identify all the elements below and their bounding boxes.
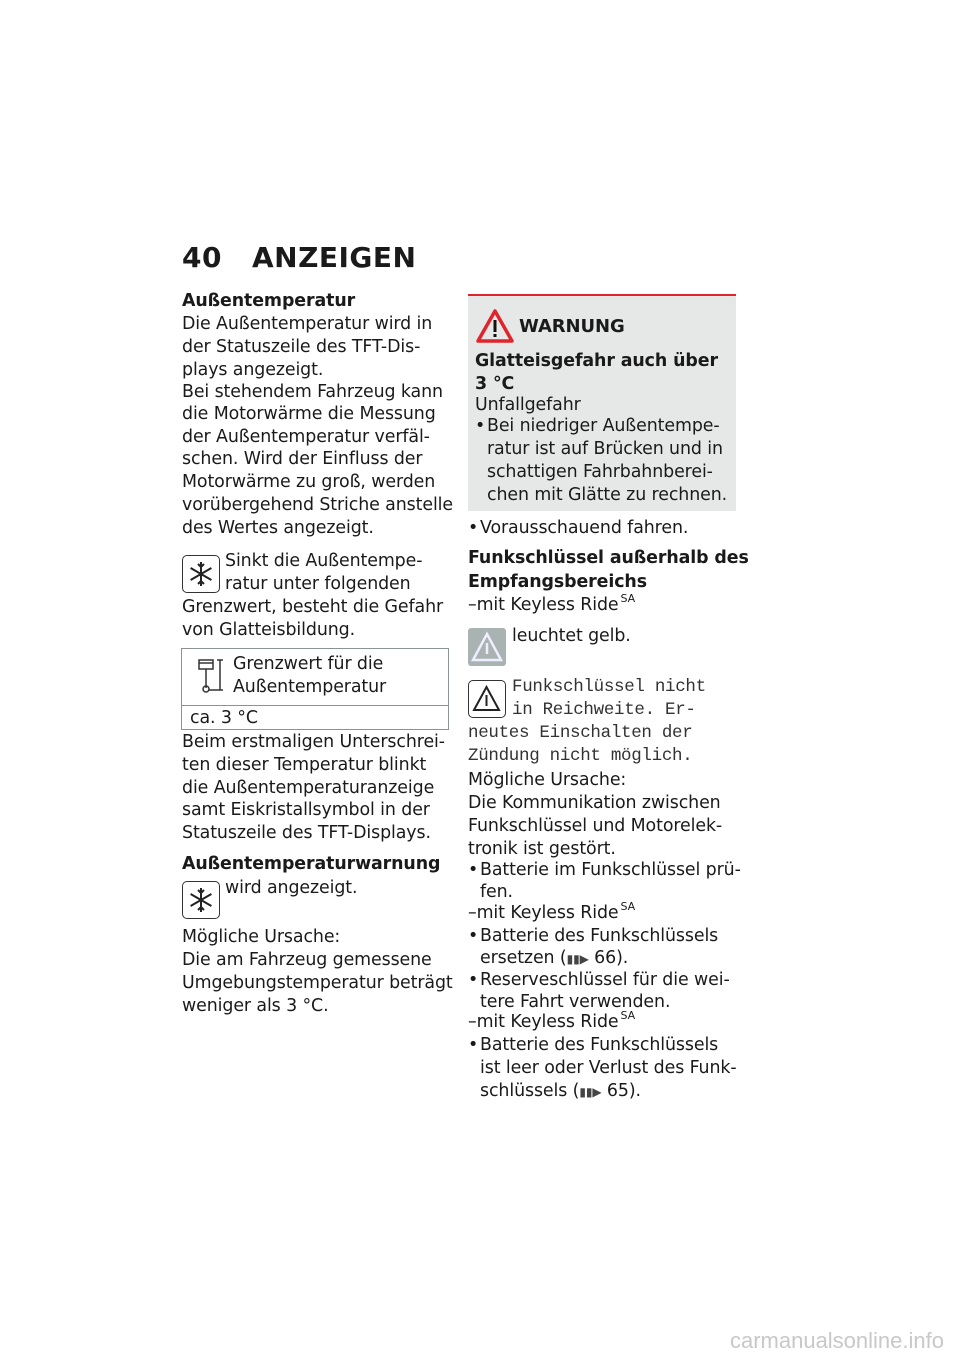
table-divider <box>182 705 448 706</box>
bullet-dot: • <box>468 1035 479 1055</box>
snowflake-icon <box>182 881 220 919</box>
text-line: Die am Fahrzeug gemessene <box>182 950 432 970</box>
keyless-text: –mit Keyless Ride <box>468 595 619 615</box>
display-message: Funkschlüssel nicht <box>512 677 706 697</box>
text-line: Die Außentemperatur wird in <box>182 314 433 334</box>
text-line: vorübergehend Striche anstelle <box>182 495 454 515</box>
limit-table <box>181 648 449 730</box>
text-line: Mögliche Ursache: <box>182 927 341 947</box>
text-line: fen. <box>480 882 513 902</box>
page-ref-link[interactable]: 65). <box>606 1081 641 1101</box>
sa-badge: SA <box>620 900 635 913</box>
keyless-condition <box>468 902 635 924</box>
page-ref-arrow-icon: ▮▮▶ <box>579 1085 602 1099</box>
bullet-dot: • <box>468 518 479 538</box>
display-message: Zündung nicht möglich. <box>468 746 693 766</box>
text-line: die Motorwärme die Messung <box>182 404 436 424</box>
keyless-text: –mit Keyless Ride <box>468 903 619 923</box>
text-line: Funkschlüssel und Motorelek- <box>468 816 723 836</box>
piston-icon <box>197 658 225 698</box>
text-line: schen. Wird der Einfluss der <box>182 449 423 469</box>
section-heading: Außentemperatur <box>182 291 356 311</box>
warning-subtitle: Unfallgefahr <box>475 395 581 415</box>
text-line: ten dieser Temperatur blinkt <box>182 755 427 775</box>
text-line <box>480 1080 641 1102</box>
text-line: Batterie im Funkschlüssel prü- <box>480 860 741 880</box>
text-line: Vorausschauend fahren. <box>480 518 689 538</box>
text-line: Batterie des Funkschlüssels <box>480 1035 719 1055</box>
text-part: ersetzen ( <box>480 948 567 968</box>
warning-title: 3 °C <box>475 374 515 394</box>
bullet-dot: • <box>468 860 479 880</box>
page-ref-arrow-icon: ▮▮▶ <box>566 952 589 966</box>
table-value: ca. 3 °C <box>190 708 258 728</box>
text-line: chen mit Glätte zu rechnen. <box>487 485 728 505</box>
keyless-text: –mit Keyless Ride <box>468 1012 619 1032</box>
sa-badge: SA <box>620 1009 635 1022</box>
text-line: Umgebungstemperatur beträgt <box>182 973 453 993</box>
keyless-condition <box>468 1011 635 1033</box>
text-line: ist leer oder Verlust des Funk- <box>480 1058 737 1078</box>
bullet-dot: • <box>468 970 479 990</box>
text-line: plays angezeigt. <box>182 360 324 380</box>
text-line: leuchtet gelb. <box>512 626 631 646</box>
text-line: ratur unter folgenden <box>225 574 411 594</box>
warning-label: WARNUNG <box>519 316 625 337</box>
text-line: tere Fahrt verwenden. <box>480 992 671 1012</box>
text-line <box>480 947 628 969</box>
text-line: der Außentemperatur verfäl- <box>182 427 430 447</box>
text-line: Die Kommunikation zwischen <box>468 793 721 813</box>
bullet-dot: • <box>475 416 486 436</box>
text-line: der Statuszeile des TFT-Dis- <box>182 337 421 357</box>
warning-triangle-icon <box>475 308 515 348</box>
text-line: des Wertes angezeigt. <box>182 518 374 538</box>
text-line: weniger als 3 °C. <box>182 996 329 1016</box>
watermark: carmanualsonline.info <box>729 1328 944 1353</box>
page-header <box>182 240 446 276</box>
text-line: wird angezeigt. <box>225 878 358 898</box>
display-message: in Reichweite. Er- <box>512 700 696 720</box>
display-message: neutes Einschalten der <box>468 723 693 743</box>
text-line: ratur ist auf Brücken und in <box>487 439 723 459</box>
page-ref-link[interactable]: 66). <box>594 948 629 968</box>
text-line: Sinkt die Außentempe- <box>225 551 423 571</box>
section-heading: Empfangsbereichs <box>468 572 647 592</box>
text-line: Bei niedriger Außentempe- <box>487 416 720 436</box>
keyless-condition <box>468 594 635 616</box>
text-line: Motorwärme zu groß, werden <box>182 472 436 492</box>
text-line: tronik ist gestört. <box>468 839 616 859</box>
text-line: samt Eiskristallsymbol in der <box>182 800 430 820</box>
warning-display-icon <box>468 680 506 718</box>
text-line: Reserveschlüssel für die wei- <box>480 970 730 990</box>
section-heading: Außentemperaturwarnung <box>182 854 441 874</box>
snowflake-icon <box>182 555 220 593</box>
table-label: Außentemperatur <box>233 677 387 697</box>
text-line: schattigen Fahrbahnberei- <box>487 462 713 482</box>
warning-light-icon <box>468 628 506 666</box>
text-line: von Glatteisbildung. <box>182 620 356 640</box>
sa-badge: SA <box>620 592 635 605</box>
table-label: Grenzwert für die <box>233 654 384 674</box>
text-line: Statuszeile des TFT-Displays. <box>182 823 431 843</box>
text-line: Grenzwert, besteht die Gefahr <box>182 597 444 617</box>
section-heading: Funkschlüssel außerhalb des <box>468 548 749 568</box>
text-line: Bei stehendem Fahrzeug kann <box>182 382 443 402</box>
text-part: schlüssels ( <box>480 1081 580 1101</box>
text-line: die Außentemperaturanzeige <box>182 778 435 798</box>
warning-title: Glatteisgefahr auch über <box>475 351 718 371</box>
bullet-dot: • <box>468 926 479 946</box>
text-line: Mögliche Ursache: <box>468 770 627 790</box>
chapter-title: ANZEIGEN <box>251 241 417 274</box>
page-number: 40 <box>182 241 222 274</box>
text-line: Batterie des Funkschlüssels <box>480 926 719 946</box>
text-line: Beim erstmaligen Unterschrei- <box>182 732 445 752</box>
